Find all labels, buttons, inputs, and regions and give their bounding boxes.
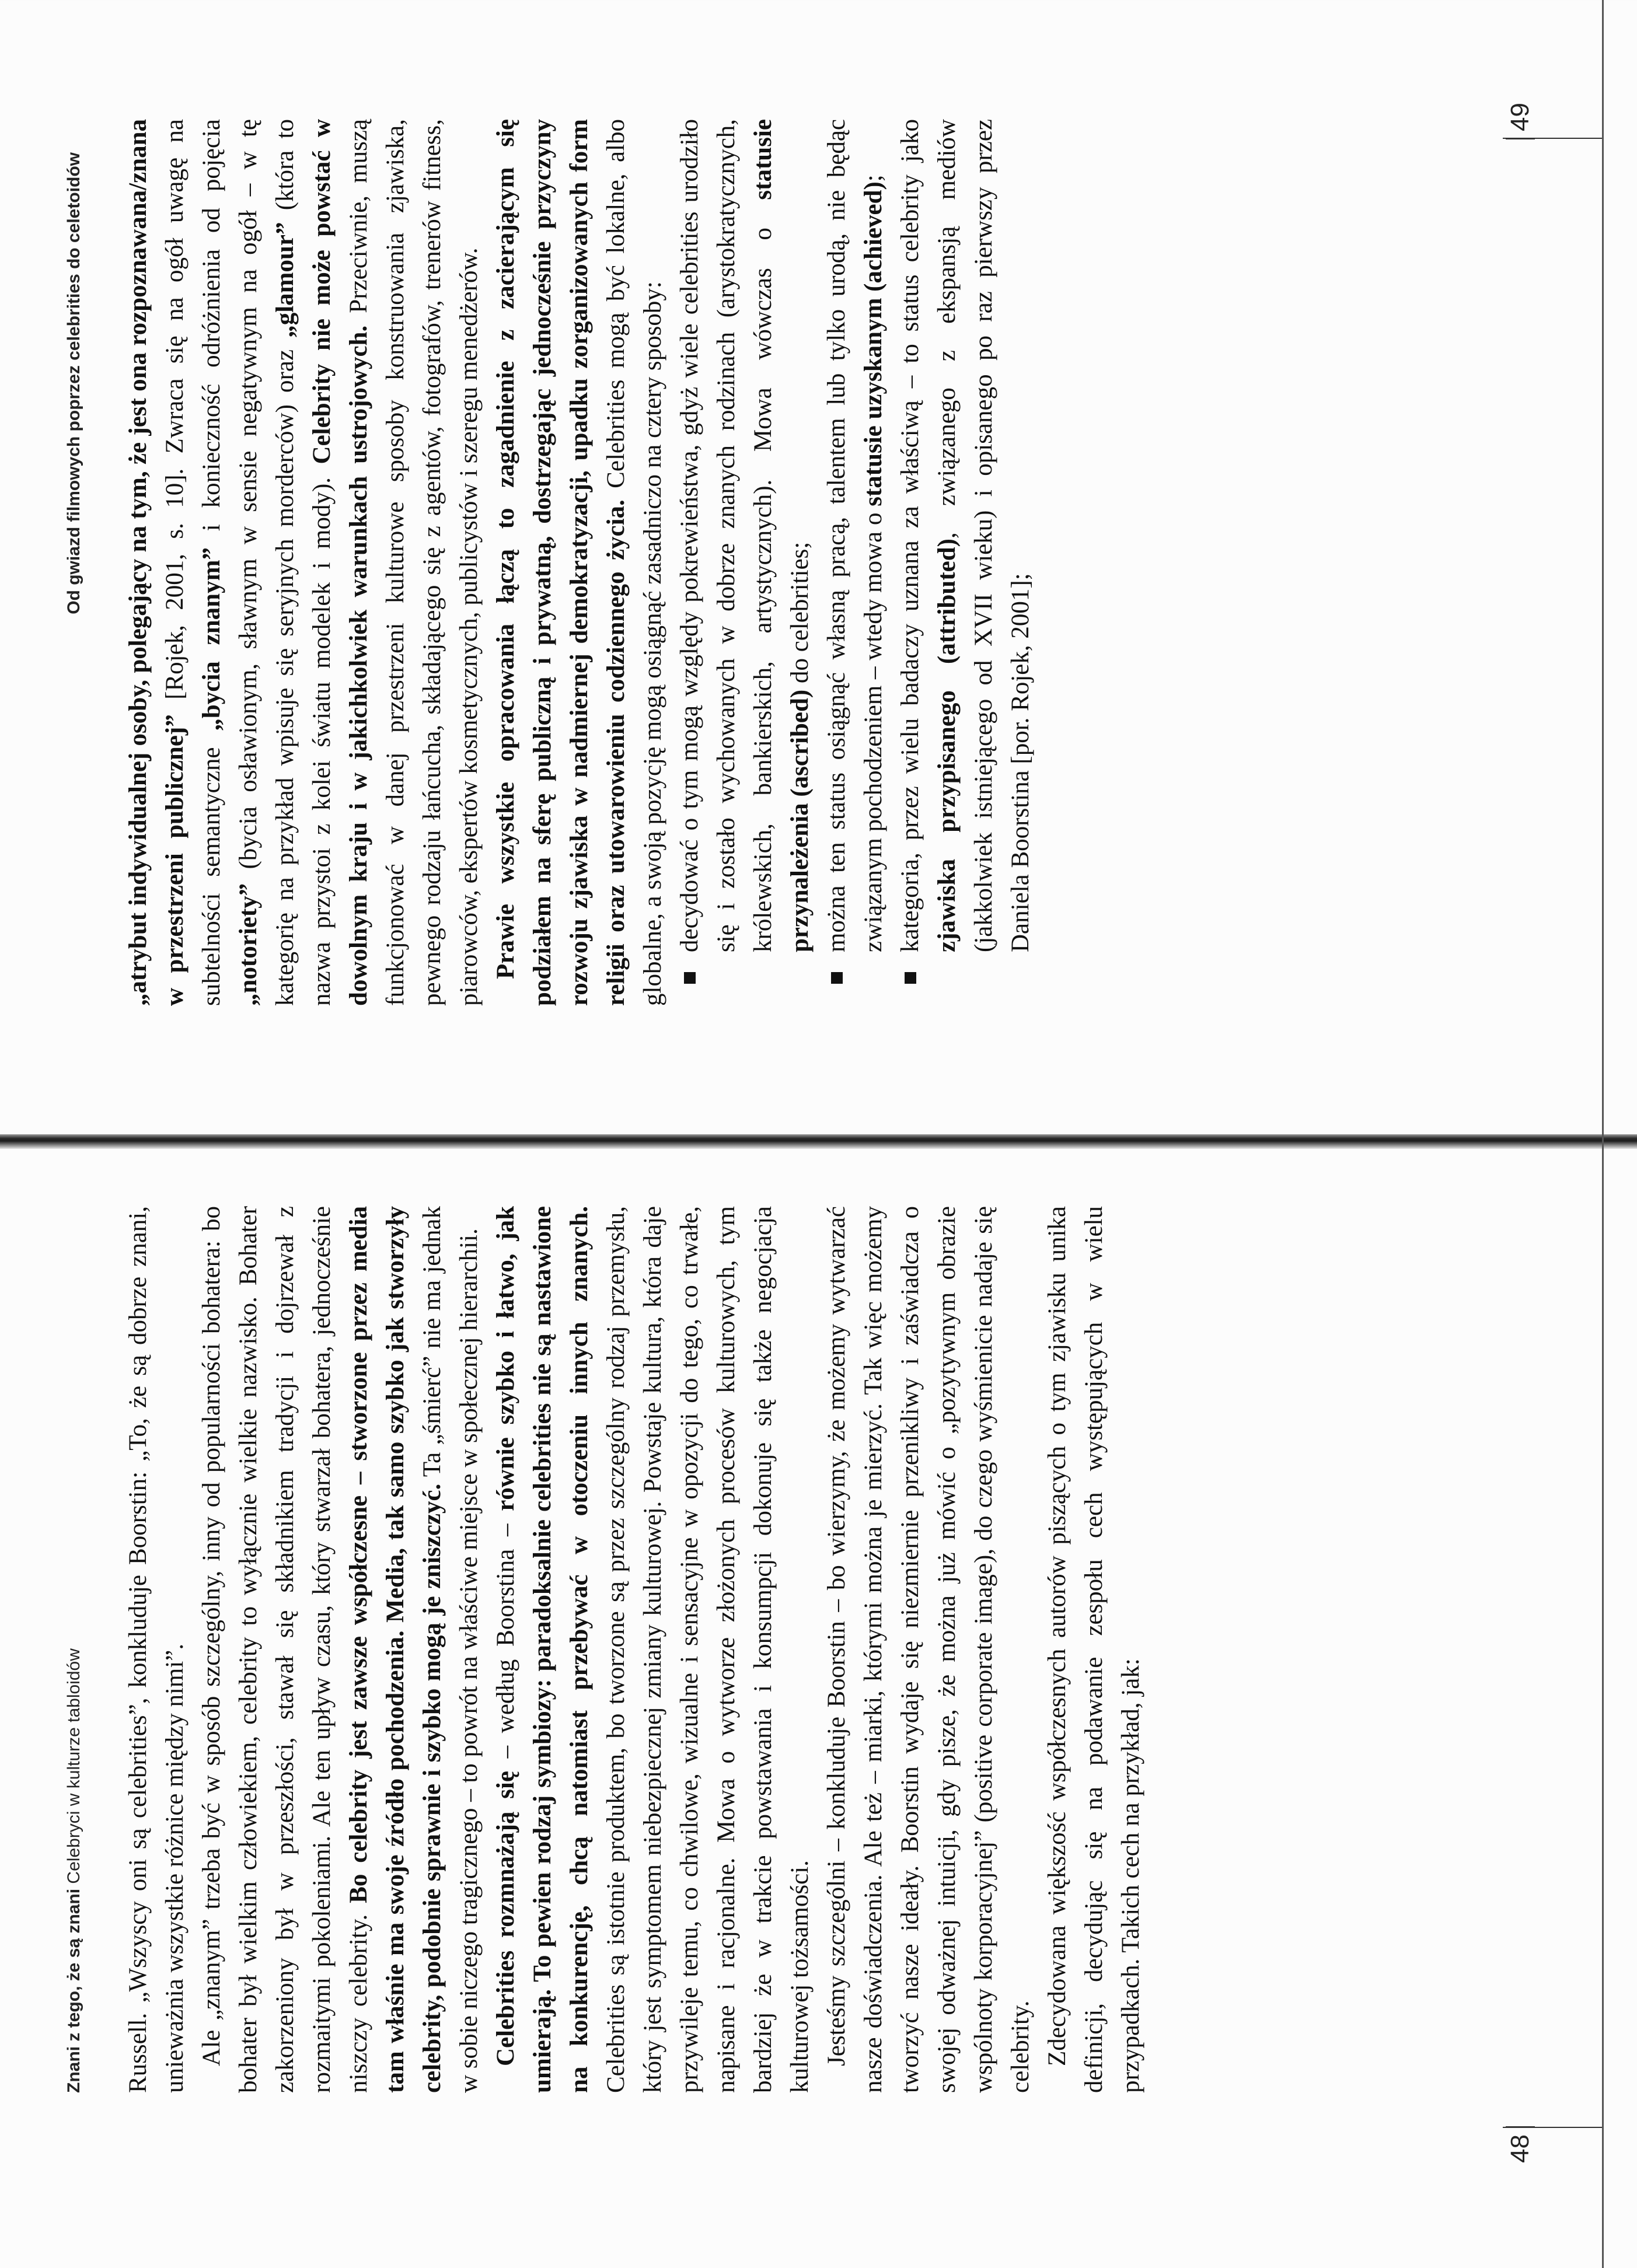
square-bullet-icon	[831, 972, 843, 984]
paragraph	[487, 119, 671, 1006]
bold-run: Celebrities rozmnażają się	[492, 1771, 519, 2066]
text-run: Celebrities są istotnie produktem, bo tworzone są przez szczególny rodzaj przemysłu, który jest symptomem niebezpiecznej zmiany kulturowej. Powstaje kultura, która daje przywileje temu, co chwilowe, wizualne i sensacyjne w opozycji do tego, co trwałe, napisane i racjonalne. Mowa o wytworze złożonych procesów kulturowych, tym bardziej że w trakcie powstawania i konsumpcji dokonuje się także negocjacja kulturowej tożsamości.	[602, 1206, 814, 2093]
text-run: decydować o tym mogą względy pokrewieństwa, gdyż wiele celebrities urodziło się i zostało wychowanych w dobrze znanych rodzinach (arystokratycznych, królewskich, bankierskich, artystycznych). Mowa wówczas o	[676, 119, 777, 952]
list-item	[892, 119, 1039, 988]
text-run: , związanego z ekspansją mediów (jakkolwiek istniejącego od XVII wieku) i opisanego po raz pierwszy przez Daniela Boorstina [por. Rojek, 2001];	[933, 119, 1034, 952]
square-bullet-icon	[684, 972, 696, 984]
bold-run: statusie uzyskanym (achieved)	[860, 181, 887, 506]
text-run: i konieczność odróżnienia od pojęcia	[198, 119, 225, 548]
bold-run: zjawiska przypisanego (attributed)	[933, 539, 961, 952]
text-run: Jesteśmy szczególni – konkluduje Boorstin – bo wierzymy, że możemy wytwarzać nasze doświadczenia. Ale też – miarki, którymi można je mierzyć. Tak więc możemy tworzyć nasze ideały. Boorstin wydaje się niezmiernie przenikliwy i zaświadcza o swojej odważnej intuicji, gdy pisze, że można już mówić o „pozytywnym obrazie wspólnoty korporacyjnej” (positive corporate image), do czego wyśmienicie nadaje się celebrity.	[823, 1206, 1034, 2093]
bold-run: statusie przynależenia (ascribed)	[749, 119, 814, 952]
paragraph	[487, 1206, 818, 2093]
text-run: można ten status osiągnąć własną pracą, talentem lub tylko urodą, nie będąc związanym pochodzeniem – wtedy mowa o	[823, 119, 887, 952]
running-head-left-bold: Znani z tego, że są znani	[64, 1888, 83, 2093]
running-head-right-text: Od gwiazd filmowych poprzez celebrities do celetoidów	[64, 152, 83, 614]
running-head-left	[64, 1648, 84, 2093]
text-run: – według Boorstina –	[492, 1511, 519, 1771]
text-run: Zdecydowana większość współczesnych autorów piszących o tym zjawisku unika definicji, decydując się na podawanie zespołu cech występujących w wielu przypadkach. Takich cech na przykład, jak:	[1043, 1206, 1144, 2093]
text-run: kategoria, przez wielu badaczy uznana za właściwą – to status celebrity jako	[896, 119, 924, 952]
folio-rule-right	[1503, 138, 1602, 139]
folio-rule-left	[1503, 2127, 1602, 2128]
text-run: do celebrities;	[786, 541, 814, 690]
text-run: Russell. „Wszyscy oni są celebrities”, konkluduje Boorstin: „To, że są dobrze znani, unieważnia wszystkie różnice między nimi”.	[124, 1206, 189, 2093]
paragraph	[818, 1206, 1039, 2093]
list-item	[671, 119, 818, 988]
bold-run: Celebrity nie może powstać w dowolnym kraju i w jakichkolwiek warunkach ustrojowych.	[308, 119, 372, 1006]
bold-run: „atrybut indywidualnej osoby, polegający na tym, że jest ona rozpoznawana/znana w przestrzeni publicznej”	[124, 119, 189, 1006]
bold-run: „bycia znanym”	[198, 547, 225, 731]
text-run: (która to nazwa przystoi z kolei światu modelek i mody).	[271, 119, 336, 1006]
running-head-right	[64, 152, 84, 614]
text-run: (bycia osławionym, sławnym w sensie negatywnym na ogół – w tę kategorię na przykład wpisuje się seryjnych morderców) oraz	[235, 119, 299, 1006]
bold-run: równie szybko i łatwo, jak umierają. To pewien rodzaj symbiozy: paradoksalnie celebrities nie są nastawione na konkurencję, chcą natomiast przebywać w otoczeniu innych znanych.	[492, 1206, 593, 2093]
bold-run: Prawie wszystkie opracowania łączą to zagadnienie z zacierającym się podziałem na sferę publiczną i prywatną, dostrzegając jednocześnie przyczyny rozwoju zjawiska w nadmiernej demokratyzacji, upadku zorganizowanych form religii oraz utowarowieniu codziennego życia.	[492, 119, 630, 1006]
text-run: Ta „śmierć” nie ma jednak w sobie niczego tragicznego – to powrót na właściwe miejsce w społecznej hierarchii.	[418, 1206, 483, 2093]
bold-run: „notoriety”	[235, 883, 262, 1006]
right-page	[0, 1, 1637, 1134]
page-number-left: 48	[1506, 2126, 1535, 2163]
page-number-right: 49	[1506, 103, 1535, 139]
text-run: ;	[860, 174, 887, 182]
left-page-body	[120, 1206, 1149, 2093]
square-bullet-icon	[905, 972, 916, 984]
text-run: Przeciwnie, muszą funkcjonować w danej przestrzeni kulturowe sposoby konstruowania zjawiska, pewnego rodzaju łańcucha, składającego się z agentów, fotografów, trenerów fitness, piarowców, ekspertów kosmetycznych, publicystów i szeregu menedżerów.	[345, 119, 483, 1006]
running-head-left-subtitle: Celebryci w kulturze tabloidów	[64, 1648, 83, 1884]
text-run: Ale „znanym” trzeba być w sposób szczególny, inny od popularności bohatera: bo bohater był wielkim człowiekiem, celebrity to wyłącznie wielkie nazwisko. Bohater zakorzeniony był w przeszłości, stawał się składnikiem tradycji i dojrzewał z rozmaitymi pokoleniami. Ale ten upływ czasu, który stwarzał bohatera, jednocześnie niszczy celebrity.	[198, 1206, 372, 2093]
bullet-list	[671, 119, 1039, 1006]
left-page	[0, 1134, 1637, 2268]
paragraph	[120, 119, 487, 1006]
scan-edge-line	[1602, 0, 1604, 2268]
paragraph	[120, 1206, 193, 2093]
list-item	[818, 119, 892, 988]
paragraph	[193, 1206, 487, 2093]
bold-run: „glamour”	[271, 222, 299, 338]
paragraph	[1039, 1206, 1149, 2093]
right-page-body	[120, 119, 1039, 1006]
text-run: [Rojek, 2001, s. 10]. Zwraca się na ogół uwagę na subtelności semantyczne	[161, 119, 225, 1006]
bold-run: Bo celebrity jest zawsze współczesne – stworzone przez media tam właśnie ma swoje źródło pochodzenia. Media, tak samo szybko jak stworzyły celebrity, podobnie sprawnie i szybko mogą je zniszczyć.	[345, 1205, 446, 2093]
text-run: Celebrities mogą być lokalne, albo globalne, a swoją pozycję mogą osiągnąć zasadniczo na cztery sposoby:	[602, 119, 666, 1006]
